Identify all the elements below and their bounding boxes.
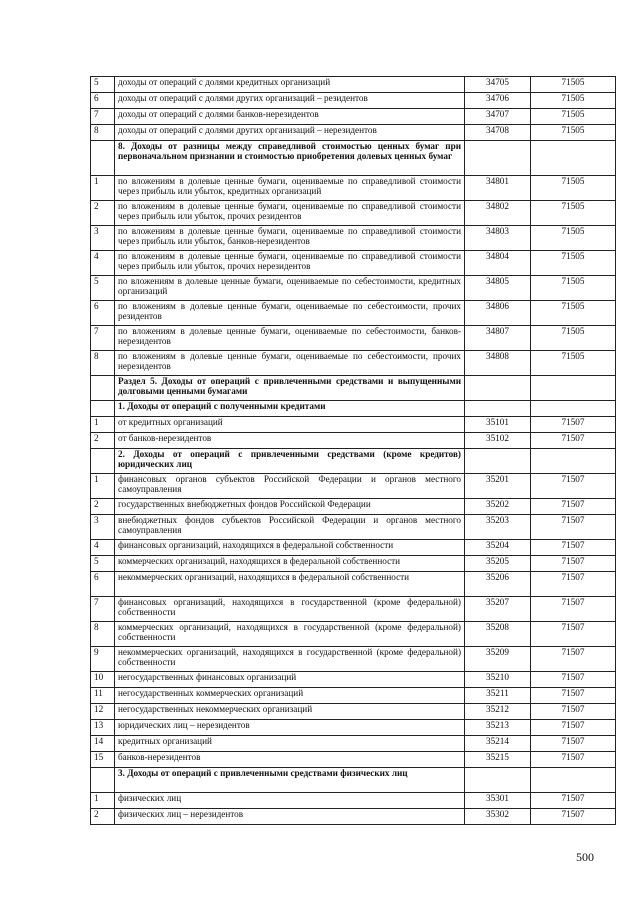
row-number: 5	[91, 276, 115, 301]
symbol-code: 71505	[531, 176, 616, 201]
account-code: 35204	[465, 540, 531, 556]
table-row	[91, 417, 616, 433]
row-description: по вложениям в долевые ценные бумаги, оцениваемые по справедливой стоимости через прибыль или убыток, кредитных организаций	[115, 176, 465, 201]
row-description: доходы от операций с долями кредитных организаций	[115, 77, 465, 93]
section-title: 1. Доходы от операций с полученными кредитами	[115, 401, 465, 417]
symbol-code: 71507	[531, 572, 616, 597]
symbol-code: 71505	[531, 251, 616, 276]
symbol-code: 71507	[531, 556, 616, 572]
symbol-code: 71505	[531, 276, 616, 301]
account-code	[465, 449, 531, 474]
row-description: по вложениям в долевые ценные бумаги, оцениваемые по себестоимости, прочих резидентов	[115, 301, 465, 326]
row-number: 7	[91, 597, 115, 622]
table-row	[91, 752, 616, 768]
account-code: 35213	[465, 720, 531, 736]
row-number: 11	[91, 688, 115, 704]
row-description: по вложениям в долевые ценные бумаги, оцениваемые по справедливой стоимости через прибыль или убыток, банков-нерезидентов	[115, 226, 465, 251]
row-description: государственных внебюджетных фондов Российской Федерации	[115, 499, 465, 515]
row-number	[91, 141, 115, 176]
symbol-code: 71507	[531, 417, 616, 433]
row-number	[91, 376, 115, 401]
section-title: 3. Доходы от операций с привлеченными средствами физических лиц	[115, 768, 465, 793]
symbol-code	[531, 376, 616, 401]
account-code: 35205	[465, 556, 531, 572]
row-number: 7	[91, 326, 115, 351]
table-row	[91, 276, 616, 301]
row-number: 13	[91, 720, 115, 736]
row-number: 2	[91, 499, 115, 515]
row-number: 2	[91, 433, 115, 449]
row-number: 8	[91, 351, 115, 376]
row-number: 4	[91, 540, 115, 556]
symbol-code: 71507	[531, 647, 616, 672]
row-number: 8	[91, 125, 115, 141]
account-code: 35214	[465, 736, 531, 752]
account-code: 35102	[465, 433, 531, 449]
account-code: 34708	[465, 125, 531, 141]
table-row	[91, 556, 616, 572]
row-number: 3	[91, 226, 115, 251]
row-number: 1	[91, 474, 115, 499]
row-description: по вложениям в долевые ценные бумаги, оцениваемые по справедливой стоимости через прибыль или убыток, прочих нерезидентов	[115, 251, 465, 276]
table-row	[91, 326, 616, 351]
row-description: кредитных организаций	[115, 736, 465, 752]
row-number: 5	[91, 77, 115, 93]
symbol-code	[531, 768, 616, 793]
row-description: некоммерческих организаций, находящихся в государственной (кроме федеральной) собственности	[115, 647, 465, 672]
symbol-code: 71507	[531, 720, 616, 736]
row-description: некоммерческих организаций, находящихся в федеральной собственности	[115, 572, 465, 597]
row-description: коммерческих организаций, находящихся в государственной (кроме федеральной) собственности	[115, 622, 465, 647]
row-number	[91, 449, 115, 474]
row-number: 6	[91, 572, 115, 597]
row-description: финансовых организаций, находящихся в федеральной собственности	[115, 540, 465, 556]
table-row	[91, 720, 616, 736]
symbol-code: 71507	[531, 672, 616, 688]
table-row	[91, 176, 616, 201]
table-row	[91, 647, 616, 672]
row-description: от кредитных организаций	[115, 417, 465, 433]
row-description: негосударственных некоммерческих организаций	[115, 704, 465, 720]
account-code: 35206	[465, 572, 531, 597]
accounts-table-body	[91, 77, 616, 825]
symbol-code: 71507	[531, 752, 616, 768]
account-code: 34801	[465, 176, 531, 201]
table-row	[91, 572, 616, 597]
row-number	[91, 768, 115, 793]
section-header-row	[91, 376, 616, 401]
table-row	[91, 499, 616, 515]
row-description: доходы от операций с долями банков-нерезидентов	[115, 109, 465, 125]
table-row	[91, 301, 616, 326]
section-title: Раздел 5. Доходы от операций с привлеченными средствами и выпущенными долговыми ценными бумагами	[115, 376, 465, 401]
account-code	[465, 401, 531, 417]
row-description: негосударственных финансовых организаций	[115, 672, 465, 688]
row-description: внебюджетных фондов субъектов Российской Федерации и органов местного самоуправления	[115, 515, 465, 540]
row-description: физических лиц	[115, 793, 465, 809]
symbol-code: 71507	[531, 736, 616, 752]
row-number: 2	[91, 809, 115, 825]
account-code: 35203	[465, 515, 531, 540]
symbol-code: 71505	[531, 77, 616, 93]
section-header-row	[91, 141, 616, 176]
account-code	[465, 376, 531, 401]
table-row	[91, 351, 616, 376]
account-code: 35212	[465, 704, 531, 720]
row-description: доходы от операций с долями других организаций – резидентов	[115, 93, 465, 109]
row-description: по вложениям в долевые ценные бумаги, оцениваемые по себестоимости, прочих нерезидентов	[115, 351, 465, 376]
account-code: 34807	[465, 326, 531, 351]
symbol-code: 71505	[531, 226, 616, 251]
account-code: 35301	[465, 793, 531, 809]
accounts-table	[90, 76, 616, 825]
symbol-code: 71505	[531, 201, 616, 226]
row-description: финансовых органов субъектов Российской Федерации и органов местного самоуправления	[115, 474, 465, 499]
table-row	[91, 515, 616, 540]
row-description: по вложениям в долевые ценные бумаги, оцениваемые по себестоимости, банков-нерезидентов	[115, 326, 465, 351]
table-row	[91, 597, 616, 622]
account-code: 35207	[465, 597, 531, 622]
table-row	[91, 688, 616, 704]
row-number: 14	[91, 736, 115, 752]
symbol-code: 71505	[531, 125, 616, 141]
row-description: банков-нерезидентов	[115, 752, 465, 768]
symbol-code	[531, 449, 616, 474]
table-row	[91, 251, 616, 276]
row-description: финансовых организаций, находящихся в государственной (кроме федеральной) собственности	[115, 597, 465, 622]
symbol-code: 71505	[531, 351, 616, 376]
section-header-row	[91, 401, 616, 417]
account-code: 34805	[465, 276, 531, 301]
row-description: по вложениям в долевые ценные бумаги, оцениваемые по себестоимости, кредитных организаций	[115, 276, 465, 301]
account-code: 35208	[465, 622, 531, 647]
table-row	[91, 433, 616, 449]
row-number: 2	[91, 201, 115, 226]
account-code: 35201	[465, 474, 531, 499]
account-code: 34808	[465, 351, 531, 376]
table-row	[91, 201, 616, 226]
row-description: юридических лиц – нерезидентов	[115, 720, 465, 736]
table-row	[91, 793, 616, 809]
symbol-code: 71507	[531, 622, 616, 647]
section-title: 2. Доходы от операций с привлеченными средствами (кроме кредитов) юридических лиц	[115, 449, 465, 474]
account-code: 35215	[465, 752, 531, 768]
account-code: 35202	[465, 499, 531, 515]
symbol-code: 71507	[531, 433, 616, 449]
account-code	[465, 141, 531, 176]
account-code: 34802	[465, 201, 531, 226]
account-code: 35210	[465, 672, 531, 688]
table-row	[91, 622, 616, 647]
symbol-code: 71507	[531, 499, 616, 515]
section-title: 8. Доходы от разницы между справедливой стоимостью ценных бумаг при первоначальном признании и стоимостью приобретения долевых ценных бумаг	[115, 141, 465, 176]
symbol-code	[531, 401, 616, 417]
account-code: 35211	[465, 688, 531, 704]
row-number: 9	[91, 647, 115, 672]
account-code: 34803	[465, 226, 531, 251]
symbol-code: 71507	[531, 688, 616, 704]
symbol-code: 71507	[531, 704, 616, 720]
table-row	[91, 736, 616, 752]
table-row	[91, 77, 616, 93]
row-number: 8	[91, 622, 115, 647]
row-number: 12	[91, 704, 115, 720]
row-description: от банков-нерезидентов	[115, 433, 465, 449]
account-code: 34707	[465, 109, 531, 125]
row-number: 4	[91, 251, 115, 276]
row-number: 7	[91, 109, 115, 125]
table-row	[91, 109, 616, 125]
account-code	[465, 768, 531, 793]
row-number: 3	[91, 515, 115, 540]
row-number: 1	[91, 793, 115, 809]
symbol-code: 71507	[531, 809, 616, 825]
row-number: 6	[91, 301, 115, 326]
account-code: 34806	[465, 301, 531, 326]
row-number: 6	[91, 93, 115, 109]
row-number: 5	[91, 556, 115, 572]
symbol-code: 71505	[531, 326, 616, 351]
table-row	[91, 474, 616, 499]
account-code: 35209	[465, 647, 531, 672]
symbol-code: 71505	[531, 109, 616, 125]
table-row	[91, 704, 616, 720]
account-code: 35101	[465, 417, 531, 433]
table-row	[91, 226, 616, 251]
page-number: 500	[576, 850, 594, 864]
account-code: 35302	[465, 809, 531, 825]
symbol-code: 71507	[531, 597, 616, 622]
symbol-code: 71507	[531, 515, 616, 540]
account-code: 34706	[465, 93, 531, 109]
table-row	[91, 93, 616, 109]
row-number: 1	[91, 176, 115, 201]
row-description: по вложениям в долевые ценные бумаги, оцениваемые по справедливой стоимости через прибыль или убыток, прочих резидентов	[115, 201, 465, 226]
table-row	[91, 540, 616, 556]
row-description: доходы от операций с долями других организаций – нерезидентов	[115, 125, 465, 141]
symbol-code	[531, 141, 616, 176]
row-description: физических лиц – нерезидентов	[115, 809, 465, 825]
section-header-row	[91, 768, 616, 793]
symbol-code: 71507	[531, 793, 616, 809]
symbol-code: 71505	[531, 301, 616, 326]
table-row	[91, 672, 616, 688]
row-description: коммерческих организаций, находящихся в федеральной собственности	[115, 556, 465, 572]
symbol-code: 71507	[531, 474, 616, 499]
account-code: 34804	[465, 251, 531, 276]
row-description: негосударственных коммерческих организаций	[115, 688, 465, 704]
account-code: 34705	[465, 77, 531, 93]
table-row	[91, 125, 616, 141]
symbol-code: 71505	[531, 93, 616, 109]
section-header-row	[91, 449, 616, 474]
row-number	[91, 401, 115, 417]
symbol-code: 71507	[531, 540, 616, 556]
table-row	[91, 809, 616, 825]
row-number: 15	[91, 752, 115, 768]
row-number: 1	[91, 417, 115, 433]
row-number: 10	[91, 672, 115, 688]
